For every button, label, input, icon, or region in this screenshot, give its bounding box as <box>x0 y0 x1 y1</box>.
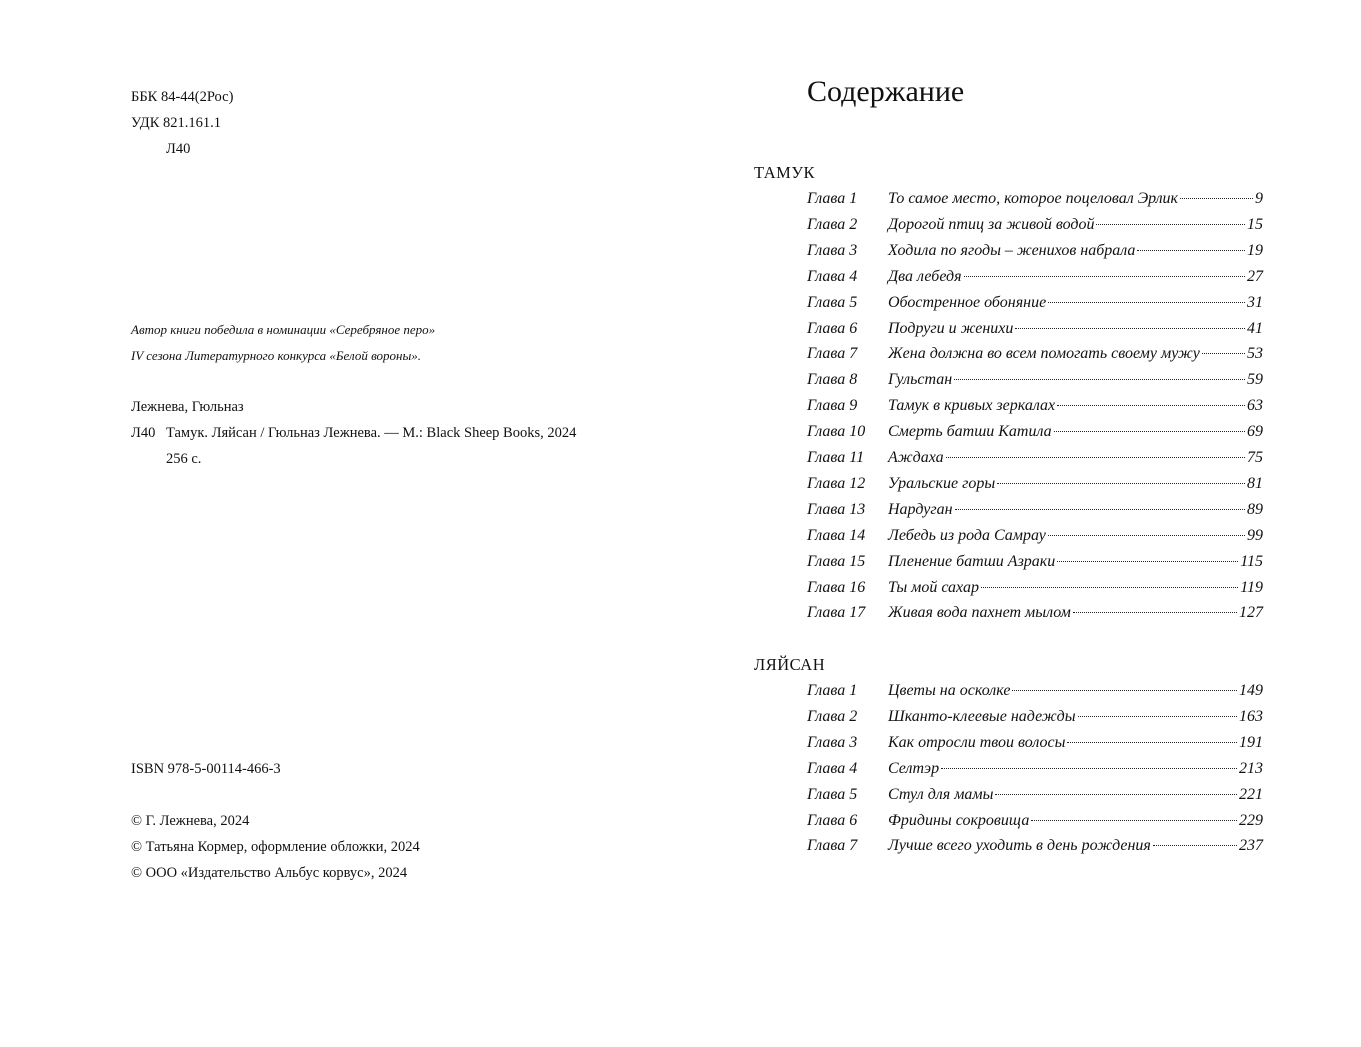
chapter-number: Глава 10 <box>807 423 866 440</box>
toc-row <box>807 705 1263 729</box>
imprint-page <box>0 0 680 1047</box>
copyright-author: © Г. Лежнева, 2024 <box>131 813 250 829</box>
chapter-entry <box>888 420 1263 444</box>
isbn: ISBN 978-5-00114-466-3 <box>131 761 281 777</box>
dot-leader <box>1067 742 1237 743</box>
chapter-number: Глава 2 <box>807 216 858 233</box>
toc-row <box>807 317 1263 341</box>
dot-leader <box>946 457 1245 458</box>
chapter-entry <box>888 705 1263 729</box>
chapter-title: Фридины сокровища <box>888 812 1030 829</box>
chapter-page-number: 115 <box>1240 553 1263 570</box>
chapter-number: Глава 1 <box>807 682 858 699</box>
chapter-title: Смерть батши Катила <box>888 423 1052 440</box>
chapter-entry <box>888 809 1263 833</box>
chapter-number: Глава 3 <box>807 242 858 259</box>
bbk-code: ББК 84-44(2Рос) <box>131 89 234 105</box>
copyright-publisher: © ООО «Издательство Альбус корвус», 2024 <box>131 865 408 881</box>
chapter-title: Ты мой сахар <box>888 579 979 596</box>
author-name: Лежнева, Гюльназ <box>131 399 244 415</box>
chapter-number: Глава 4 <box>807 268 858 285</box>
chapter-entry <box>888 601 1263 625</box>
chapter-number: Глава 14 <box>807 527 866 544</box>
bibliographic-citation: Тамук. Ляйсан / Гюльназ Лежнева. — М.: Black Sheep Books, 2024 <box>166 425 577 441</box>
chapter-title: Жена должна во всем помогать своему мужу <box>888 345 1200 362</box>
chapter-entry <box>888 342 1263 366</box>
chapter-title: Стул для мамы <box>888 786 994 803</box>
author-mark: Л40 <box>166 141 191 157</box>
chapter-number: Глава 11 <box>807 449 865 466</box>
toc-row <box>807 550 1263 574</box>
chapter-page-number: 41 <box>1247 320 1263 337</box>
chapter-number: Глава 5 <box>807 786 858 803</box>
chapter-page-number: 119 <box>1240 579 1263 596</box>
chapter-page-number: 19 <box>1247 242 1263 259</box>
chapter-number: Глава 15 <box>807 553 866 570</box>
dot-leader <box>1031 820 1237 821</box>
award-note-line-1: Автор книги победила в номинации «Серебряное перо» <box>131 322 436 337</box>
citation-mark: Л40 <box>131 425 156 441</box>
dot-leader <box>964 276 1245 277</box>
chapter-title: Селтэр <box>888 760 940 777</box>
chapter-page-number: 69 <box>1247 423 1263 440</box>
chapter-title: То самое место, которое поцеловал Эрлик <box>888 190 1179 207</box>
chapter-number: Глава 1 <box>807 190 858 207</box>
chapter-number: Глава 3 <box>807 734 858 751</box>
chapter-number: Глава 9 <box>807 397 858 414</box>
chapter-page-number: 9 <box>1255 190 1263 207</box>
chapter-title: Дорогой птиц за живой водой <box>888 216 1095 233</box>
chapter-title: Аждаха <box>888 449 944 466</box>
chapter-title: Тамук в кривых зеркалах <box>888 397 1056 414</box>
dot-leader <box>1015 328 1245 329</box>
toc-row <box>807 834 1263 858</box>
dot-leader <box>1202 353 1245 354</box>
chapter-title: Подруги и женихи <box>888 320 1014 337</box>
toc-row <box>807 472 1263 496</box>
chapter-page-number: 237 <box>1239 837 1263 854</box>
dot-leader <box>1012 690 1237 691</box>
toc-row <box>807 809 1263 833</box>
chapter-title: Шканто-клеевые надежды <box>888 708 1076 725</box>
toc-page <box>680 0 1361 1047</box>
chapter-entry <box>888 679 1263 703</box>
toc-row <box>807 783 1263 807</box>
toc-section-title: ЛЯЙСАН <box>754 655 826 674</box>
toc-row <box>807 524 1263 548</box>
chapter-page-number: 31 <box>1247 294 1263 311</box>
chapter-title: Два лебедя <box>888 268 962 285</box>
toc-title: Содержание <box>807 75 965 108</box>
chapter-title: Нардуган <box>888 501 953 518</box>
chapter-title: Уральские горы <box>888 475 996 492</box>
chapter-number: Глава 7 <box>807 345 858 362</box>
chapter-number: Глава 17 <box>807 604 866 621</box>
toc-row <box>807 731 1263 755</box>
chapter-page-number: 191 <box>1239 734 1263 751</box>
chapter-page-number: 81 <box>1247 475 1263 492</box>
toc-row <box>807 368 1263 392</box>
chapter-entry <box>888 576 1263 600</box>
toc-row <box>807 601 1263 625</box>
chapter-title: Пленение батши Азраки <box>888 553 1056 570</box>
dot-leader <box>1054 431 1245 432</box>
dot-leader <box>1057 405 1245 406</box>
toc-section-title: ТАМУК <box>754 163 816 182</box>
chapter-number: Глава 6 <box>807 320 858 337</box>
chapter-entry <box>888 524 1263 548</box>
toc-row <box>807 187 1263 211</box>
chapter-entry <box>888 317 1263 341</box>
chapter-entry <box>888 187 1263 211</box>
award-note-line-2: IV сезона Литературного конкурса «Белой вороны». <box>131 348 422 363</box>
chapter-title: Живая вода пахнет мылом <box>888 604 1071 621</box>
chapter-entry <box>888 291 1263 315</box>
chapter-page-number: 149 <box>1239 682 1263 699</box>
toc-row <box>807 679 1263 703</box>
chapter-number: Глава 16 <box>807 579 866 596</box>
dot-leader <box>997 483 1245 484</box>
chapter-page-number: 75 <box>1247 449 1263 466</box>
dot-leader <box>941 768 1237 769</box>
chapter-title: Обостренное обоняние <box>888 294 1047 311</box>
page-count: 256 с. <box>166 451 202 467</box>
dot-leader <box>1048 302 1245 303</box>
chapter-entry <box>888 213 1263 237</box>
chapter-entry <box>888 446 1263 470</box>
chapter-page-number: 213 <box>1239 760 1263 777</box>
chapter-number: Глава 6 <box>807 812 858 829</box>
toc-row <box>807 394 1263 418</box>
dot-leader <box>954 379 1245 380</box>
chapter-number: Глава 5 <box>807 294 858 311</box>
chapter-entry <box>888 239 1263 263</box>
chapter-entry <box>888 394 1263 418</box>
toc-row <box>807 342 1263 366</box>
toc-row <box>807 576 1263 600</box>
chapter-title: Гульстан <box>888 371 953 388</box>
chapter-title: Ходила по ягоды – женихов набрала <box>888 242 1136 259</box>
chapter-page-number: 27 <box>1247 268 1263 285</box>
chapter-entry <box>888 265 1263 289</box>
dot-leader <box>1180 198 1253 199</box>
chapter-page-number: 99 <box>1247 527 1263 544</box>
chapter-page-number: 127 <box>1239 604 1263 621</box>
chapter-page-number: 59 <box>1247 371 1263 388</box>
toc-row <box>807 239 1263 263</box>
dot-leader <box>1137 250 1245 251</box>
chapter-entry <box>888 550 1263 574</box>
chapter-number: Глава 8 <box>807 371 858 388</box>
chapter-entry <box>888 472 1263 496</box>
chapter-entry <box>888 783 1263 807</box>
dot-leader <box>1048 535 1245 536</box>
chapter-number: Глава 12 <box>807 475 866 492</box>
chapter-page-number: 163 <box>1239 708 1263 725</box>
toc-row <box>807 757 1263 781</box>
chapter-page-number: 89 <box>1247 501 1263 518</box>
chapter-title: Лебедь из рода Самрау <box>888 527 1046 544</box>
chapter-number: Глава 7 <box>807 837 858 854</box>
dot-leader <box>981 587 1238 588</box>
chapter-entry <box>888 498 1263 522</box>
chapter-number: Глава 4 <box>807 760 858 777</box>
chapter-entry <box>888 834 1263 858</box>
chapter-page-number: 15 <box>1247 216 1263 233</box>
chapter-entry <box>888 368 1263 392</box>
toc-row <box>807 265 1263 289</box>
chapter-entry <box>888 757 1263 781</box>
dot-leader <box>955 509 1245 510</box>
chapter-entry <box>888 731 1263 755</box>
chapter-page-number: 63 <box>1247 397 1263 414</box>
chapter-title: Цветы на осколке <box>888 682 1011 699</box>
copyright-cover: © Татьяна Кормер, оформление обложки, 2024 <box>131 839 420 855</box>
dot-leader <box>1153 845 1237 846</box>
toc-row <box>807 213 1263 237</box>
chapter-title: Лучше всего уходить в день рождения <box>888 837 1151 854</box>
dot-leader <box>1073 612 1237 613</box>
chapter-page-number: 229 <box>1239 812 1263 829</box>
dot-leader <box>995 794 1237 795</box>
chapter-page-number: 221 <box>1239 786 1263 803</box>
chapter-number: Глава 13 <box>807 501 866 518</box>
toc-row <box>807 291 1263 315</box>
udk-code: УДК 821.161.1 <box>131 115 221 131</box>
toc-row <box>807 420 1263 444</box>
chapter-number: Глава 2 <box>807 708 858 725</box>
toc-row <box>807 498 1263 522</box>
chapter-page-number: 53 <box>1247 345 1263 362</box>
toc-row <box>807 446 1263 470</box>
dot-leader <box>1096 224 1245 225</box>
chapter-title: Как отросли твои волосы <box>888 734 1066 751</box>
dot-leader <box>1057 561 1238 562</box>
dot-leader <box>1078 716 1237 717</box>
